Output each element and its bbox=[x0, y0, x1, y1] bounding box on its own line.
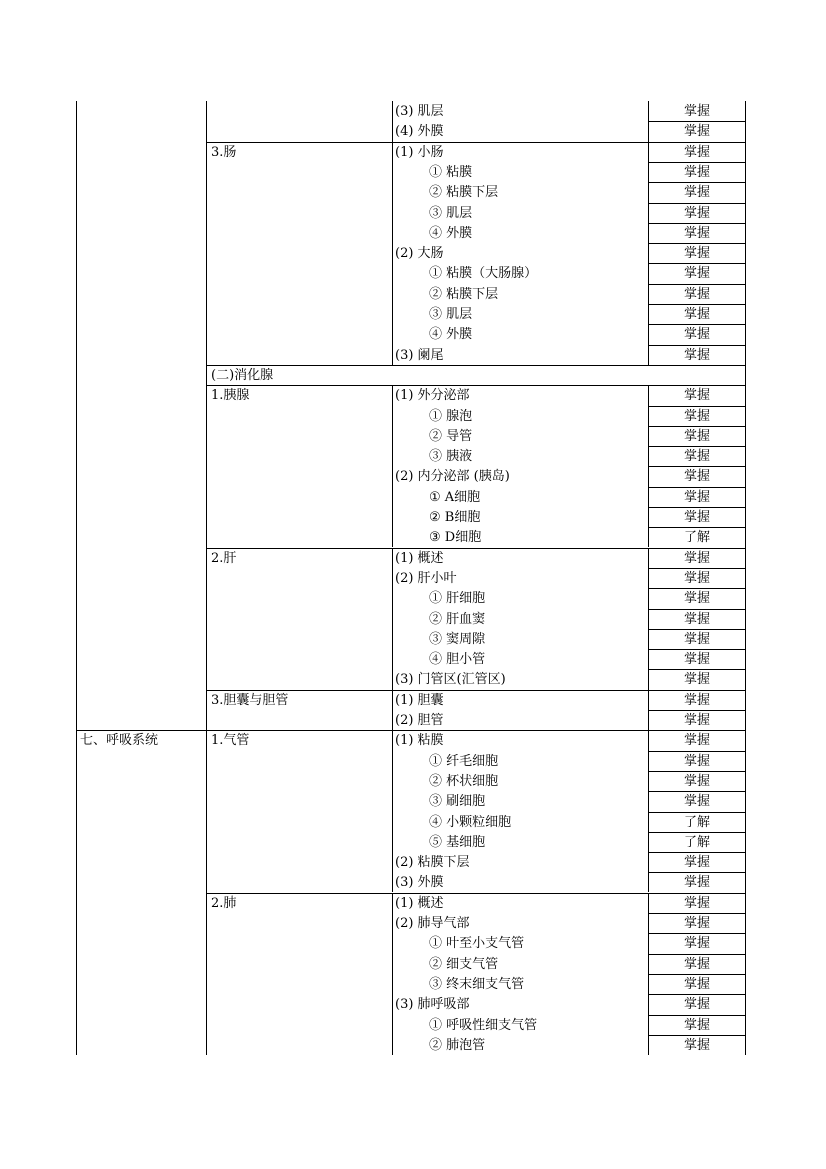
requirement-level: 掌握 bbox=[684, 307, 711, 322]
requirement-level: 掌握 bbox=[684, 936, 711, 951]
requirement-level: 掌握 bbox=[684, 977, 711, 992]
content-item: (3) 肌层 bbox=[395, 104, 444, 119]
requirement-level: 掌握 bbox=[684, 226, 711, 241]
requirement-level: 掌握 bbox=[684, 469, 711, 484]
column-rule bbox=[392, 690, 393, 731]
content-item: (2) 肝小叶 bbox=[395, 571, 457, 586]
content-item: ② 肺泡管 bbox=[429, 1038, 486, 1053]
column-rule bbox=[392, 730, 393, 892]
topic-name: 3.胆囊与胆管 bbox=[211, 693, 289, 708]
content-item: ④ 外膜 bbox=[429, 226, 473, 241]
content-item: (3) 阑尾 bbox=[395, 348, 444, 363]
group-rule bbox=[206, 142, 745, 143]
content-item: (1) 小肠 bbox=[395, 145, 444, 160]
content-item: ① 叶至小支气管 bbox=[429, 936, 525, 951]
requirement-level: 掌握 bbox=[684, 429, 711, 444]
requirement-level: 掌握 bbox=[684, 124, 711, 139]
group-rule bbox=[206, 548, 745, 549]
requirement-level: 掌握 bbox=[684, 916, 711, 931]
content-item: ① 粘膜 bbox=[429, 165, 473, 180]
requirement-level: 掌握 bbox=[684, 449, 711, 464]
column-rule bbox=[648, 730, 649, 892]
requirement-level: 了解 bbox=[684, 530, 711, 545]
content-item: (3) 肺呼吸部 bbox=[395, 997, 470, 1012]
content-item: ① 粘膜（大肠腺） bbox=[429, 266, 538, 281]
content-item: (2) 内分泌部 (胰岛) bbox=[395, 469, 510, 484]
requirement-level: 掌握 bbox=[684, 632, 711, 647]
requirement-level: 掌握 bbox=[684, 754, 711, 769]
column-rule bbox=[648, 690, 649, 731]
requirement-level: 了解 bbox=[684, 815, 711, 830]
content-item: ③ 肌层 bbox=[429, 206, 473, 221]
column-rule bbox=[648, 385, 649, 547]
column-rule bbox=[206, 101, 207, 1055]
requirement-level: 掌握 bbox=[684, 145, 711, 160]
content-item: ② 导管 bbox=[429, 429, 473, 444]
content-item: ② 肝血窦 bbox=[429, 612, 486, 627]
requirement-level: 掌握 bbox=[684, 327, 711, 342]
requirement-level: 掌握 bbox=[684, 165, 711, 180]
requirement-level: 掌握 bbox=[684, 104, 711, 119]
content-item: (4) 外膜 bbox=[395, 124, 444, 139]
requirement-level: 掌握 bbox=[684, 957, 711, 972]
content-item: ② 杯状细胞 bbox=[429, 774, 499, 789]
column-rule bbox=[392, 101, 393, 142]
content-item: ② 粘膜下层 bbox=[429, 185, 499, 200]
requirement-level: 掌握 bbox=[684, 348, 711, 363]
content-item: ③ 胰液 bbox=[429, 449, 473, 464]
requirement-level: 掌握 bbox=[684, 693, 711, 708]
content-item: ④ 外膜 bbox=[429, 327, 473, 342]
content-item: (3) 外膜 bbox=[395, 875, 444, 890]
content-item: ② B细胞 bbox=[429, 510, 481, 525]
content-item: ④ 胆小管 bbox=[429, 652, 486, 667]
content-item: (2) 肺导气部 bbox=[395, 916, 470, 931]
content-item: ① 腺泡 bbox=[429, 409, 473, 424]
requirement-level: 掌握 bbox=[684, 652, 711, 667]
column-rule bbox=[392, 385, 393, 547]
requirement-level: 掌握 bbox=[684, 185, 711, 200]
content-item: ③ 肌层 bbox=[429, 307, 473, 322]
group-rule bbox=[206, 893, 745, 894]
column-rule bbox=[648, 893, 649, 1055]
topic-name: 1.胰腺 bbox=[211, 388, 250, 403]
topic-name: 1.气管 bbox=[211, 733, 250, 748]
content-item: ④ 小颗粒细胞 bbox=[429, 815, 512, 830]
column-rule bbox=[392, 142, 393, 365]
requirement-level: 掌握 bbox=[684, 571, 711, 586]
requirement-level: 掌握 bbox=[684, 1018, 711, 1033]
requirement-level: 掌握 bbox=[684, 774, 711, 789]
requirement-level: 掌握 bbox=[684, 713, 711, 728]
requirement-level: 掌握 bbox=[684, 1038, 711, 1053]
content-item: ③ 终末细支气管 bbox=[429, 977, 525, 992]
requirement-level: 掌握 bbox=[684, 551, 711, 566]
requirement-level: 掌握 bbox=[684, 733, 711, 748]
requirement-level: 了解 bbox=[684, 835, 711, 850]
topic-name: 2.肝 bbox=[211, 551, 237, 566]
section-title: 七、呼吸系统 bbox=[80, 733, 159, 748]
requirement-level: 掌握 bbox=[684, 510, 711, 525]
content-item: (2) 胆管 bbox=[395, 713, 444, 728]
content-item: (2) 粘膜下层 bbox=[395, 855, 470, 870]
requirement-level: 掌握 bbox=[684, 409, 711, 424]
requirement-level: 掌握 bbox=[684, 997, 711, 1012]
requirement-level: 掌握 bbox=[684, 672, 711, 687]
requirement-level: 掌握 bbox=[684, 855, 711, 870]
content-item: (1) 概述 bbox=[395, 896, 444, 911]
requirement-level: 掌握 bbox=[684, 794, 711, 809]
requirement-level: 掌握 bbox=[684, 896, 711, 911]
column-rule bbox=[648, 142, 649, 365]
column-rule bbox=[648, 548, 649, 690]
content-item: ① A细胞 bbox=[429, 490, 481, 505]
content-item: (3) 门管区(汇管区) bbox=[395, 672, 506, 687]
content-item: ③ 窦周隙 bbox=[429, 632, 486, 647]
requirement-level: 掌握 bbox=[684, 388, 711, 403]
requirement-level: 掌握 bbox=[684, 206, 711, 221]
content-item: (1) 外分泌部 bbox=[395, 388, 470, 403]
requirement-level: 掌握 bbox=[684, 287, 711, 302]
content-item: ② 粘膜下层 bbox=[429, 287, 499, 302]
requirement-level: 掌握 bbox=[684, 875, 711, 890]
requirement-level: 掌握 bbox=[684, 591, 711, 606]
content-item: (1) 概述 bbox=[395, 551, 444, 566]
column-rule bbox=[392, 893, 393, 1055]
content-item: ⑤ 基细胞 bbox=[429, 835, 486, 850]
content-item: ② 细支气管 bbox=[429, 957, 499, 972]
content-item: ③ 刷细胞 bbox=[429, 794, 486, 809]
topic-name: 2.肺 bbox=[211, 896, 237, 911]
table-left-edge bbox=[76, 101, 77, 1055]
group-rule bbox=[206, 385, 745, 386]
topic-name: 3.肠 bbox=[211, 145, 237, 160]
content-item: (1) 粘膜 bbox=[395, 733, 444, 748]
column-rule bbox=[648, 101, 649, 142]
requirement-level: 掌握 bbox=[684, 612, 711, 627]
content-item: ③ D细胞 bbox=[429, 530, 482, 545]
column-rule bbox=[392, 548, 393, 690]
content-item: ① 呼吸性细支气管 bbox=[429, 1018, 538, 1033]
subsection-title: (二)消化腺 bbox=[211, 368, 274, 383]
content-item: (2) 大肠 bbox=[395, 246, 444, 261]
requirement-level: 掌握 bbox=[684, 490, 711, 505]
requirement-level: 掌握 bbox=[684, 266, 711, 281]
content-item: ① 纤毛细胞 bbox=[429, 754, 499, 769]
table-right-edge bbox=[745, 101, 746, 1055]
content-item: ① 肝细胞 bbox=[429, 591, 486, 606]
content-item: (1) 胆囊 bbox=[395, 693, 444, 708]
group-rule bbox=[206, 365, 745, 366]
group-rule bbox=[206, 730, 745, 731]
requirement-level: 掌握 bbox=[684, 246, 711, 261]
